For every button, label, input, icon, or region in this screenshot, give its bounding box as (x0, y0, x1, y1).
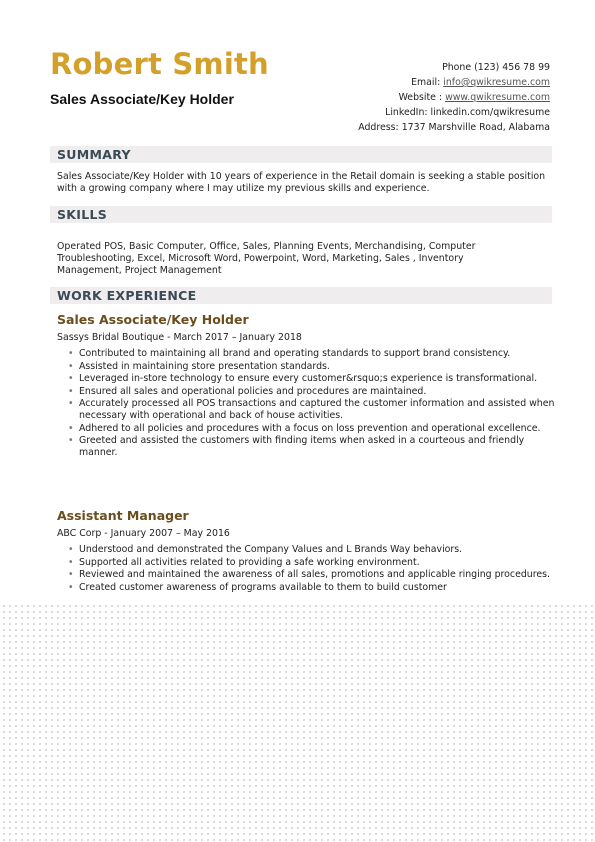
list-item: • Assisted in maintaining store presentation standards. (79, 361, 559, 373)
job-bullets (67, 544, 559, 594)
list-item: • Supported all activities related to providing a safe working environment. (79, 557, 559, 569)
address-label: Address: (358, 122, 399, 133)
job-meta: Sassys Bridal Boutique - March 2017 – January 2018 (57, 332, 302, 343)
list-item: • Created customer awareness of programs available to them to build customer (79, 582, 559, 594)
email-label: Email: (411, 77, 441, 88)
experience-section-header (50, 287, 552, 304)
linkedin-label: LinkedIn: (385, 107, 428, 118)
job-meta: ABC Corp - January 2007 – May 2016 (57, 528, 230, 539)
contact-address (358, 120, 550, 135)
list-item: • Ensured all sales and operational policies and procedures are maintained. (79, 386, 559, 398)
contact-linkedin (358, 105, 550, 120)
list-item: • Reviewed and maintained the awareness of all sales, promotions and applicable ringing procedures. (79, 569, 559, 581)
contact-website (358, 90, 550, 105)
preview-blur-overlay (0, 602, 595, 842)
job-title: Assistant Manager (57, 508, 189, 523)
skills-text: Operated POS, Basic Computer, Office, Sales, Planning Events, Merchandising, Computer Troubleshooting, Excel, Microsoft Word, Powerpoint, Word, Marketing, Sales , Inventory Management, Project Management (57, 241, 476, 276)
email-link[interactable]: info@qwikresume.com (443, 77, 550, 88)
list-item: • Accurately processed all POS transactions and captured the customer information and assisted when necessary with operational and back of house activities. (79, 398, 559, 422)
candidate-title: Sales Associate/Key Holder (50, 91, 234, 107)
list-item: • Understood and demonstrated the Company Values and L Brands Way behaviors. (79, 544, 559, 556)
list-item: • Greeted and assisted the customers with finding items when asked in a courteous and friendly manner. (79, 435, 559, 459)
linkedin-value: linkedin.com/qwikresume (430, 107, 550, 118)
summary-heading: SUMMARY (57, 147, 131, 162)
skills-heading: SKILLS (57, 207, 108, 222)
list-item: • Adhered to all policies and procedures with a focus on loss prevention and operational excellence. (79, 423, 559, 435)
experience-heading: WORK EXPERIENCE (57, 288, 197, 303)
website-label: Website : (398, 92, 443, 103)
summary-text: Sales Associate/Key Holder with 10 years of experience in the Retail domain is seeking a stable position with a growing company where I may utilize my previous skills and experience. (57, 171, 546, 194)
phone-label: Phone (442, 62, 472, 73)
job-bullets (67, 348, 559, 460)
job-title: Sales Associate/Key Holder (57, 312, 249, 327)
contact-phone (358, 60, 550, 75)
contact-email (358, 75, 550, 90)
skills-section-header (50, 206, 552, 223)
candidate-name: Robert Smith (50, 47, 269, 81)
website-link[interactable]: www.qwikresume.com (445, 92, 550, 103)
summary-section-header (50, 146, 552, 163)
address-value: 1737 Marshville Road, Alabama (401, 122, 550, 133)
phone-value: (123) 456 78 99 (474, 62, 550, 73)
list-item: • Contributed to maintaining all brand and operating standards to support brand consistency. (79, 348, 559, 360)
list-item: • Leveraged in-store technology to ensure every customer&rsquo;s experience is transformational. (79, 373, 559, 385)
contact-block (358, 60, 550, 135)
